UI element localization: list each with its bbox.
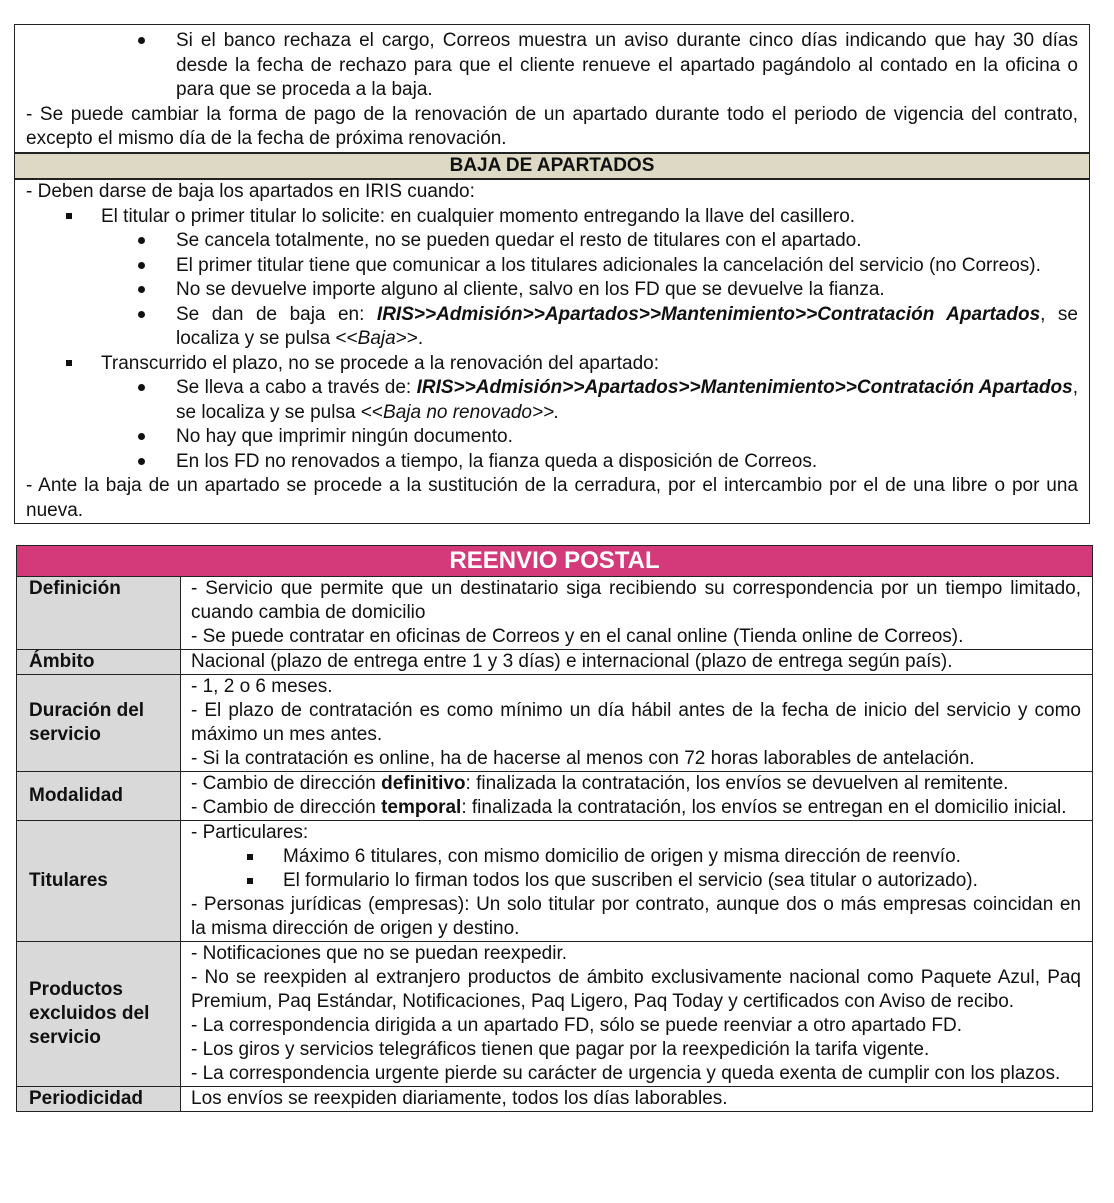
baja-closing: - Ante la baja de un apartado se procede a la sustitución de la cerradura, por el intercambio por el de una libre o por una nueva. — [26, 475, 1078, 521]
row-label: Definición — [17, 577, 181, 649]
square-bullet-icon — [66, 352, 72, 377]
bullet-icon — [138, 303, 145, 328]
section-title-reenvio: REENVIO POSTAL — [17, 546, 1092, 577]
bullet-icon — [138, 376, 145, 401]
row-label: Productos excluidos del servicio — [17, 942, 181, 1086]
square-bullet-icon — [247, 869, 253, 893]
list-item: El primer titular tiene que comunicar a los titulares adicionales la cancelación del servicio (no Correos). — [26, 254, 1078, 279]
table-row — [17, 650, 1092, 675]
iris-menu-path: IRIS>>Admisión>>Apartados>>Mantenimiento>>Contratación Apartados — [376, 303, 1041, 325]
baja-intro: - Deben darse de baja los apartados en IRIS cuando: — [26, 181, 475, 202]
row-label: Titulares — [17, 821, 181, 941]
square-bullet-icon — [66, 205, 72, 230]
table-row — [17, 772, 1092, 821]
row-label: Ámbito — [17, 650, 181, 674]
list-item: Se cancela totalmente, no se pueden quedar el resto de titulares con el apartado. — [26, 229, 1078, 254]
iris-menu-path: IRIS>>Admisión>>Apartados>>Mantenimiento>>Contratación Apartados — [416, 377, 1073, 398]
list-item: Se dan de baja en: IRIS>>Admisión>>Apartados>>Mantenimiento>>Contratación Apartados, se localiza y se pulsa <<Baja>>. — [26, 303, 1078, 352]
bullet-icon — [138, 425, 145, 450]
reenvio-postal-table — [16, 545, 1093, 1112]
list-item: El titular o primer titular lo solicite: en cualquier momento entregando la llave del casillero. — [26, 205, 1078, 230]
list-item: Si el banco rechaza el cargo, Correos muestra un aviso durante cinco días indicando que hay 30 días desde la fecha de rechazo para que el cliente renueve el apartado pagándolo al contado en la oficina o para que se proceda a la baja. — [26, 29, 1078, 103]
list-item: No se devuelve importe alguno al cliente, salvo en los FD que se devuelve la fianza. — [26, 278, 1078, 303]
list-item: Se lleva a cabo a través de: IRIS>>Admisión>>Apartados>>Mantenimiento>>Contratación Apartados, se localiza y se pulsa <<Baja no renovado>>. — [26, 376, 1078, 425]
row-value: - Particulares: Máximo 6 titulares, con mismo domicilio de origen y misma dirección de reenvío. El formulario lo firman todos los que suscriben el servicio (sea titular o autorizado). - Personas jurídicas (empresas): Un solo titular por contrato, aunque dos o más empresas coincidan en la misma dirección de origen y destino. — [191, 822, 1081, 939]
row-value: Nacional (plazo de entrega entre 1 y 3 días) e internacional (plazo de entrega según país). — [191, 651, 953, 672]
row-label: Periodicidad — [17, 1087, 181, 1111]
table-row — [17, 821, 1092, 942]
list-item: Transcurrido el plazo, no se procede a la renovación del apartado: — [26, 352, 1078, 377]
baja-button-ref: Baja — [357, 328, 396, 349]
row-value: - Servicio que permite que un destinatario siga recibiendo su correspondencia por un tiempo limitado, cuando cambia de domicilio - Se puede contratar en oficinas de Correos y en el canal online (Tienda online de Correos). — [191, 578, 1081, 647]
list-item: El formulario lo firman todos los que suscriben el servicio (sea titular o autorizado). — [191, 869, 1081, 893]
list-item: No hay que imprimir ningún documento. — [26, 425, 1078, 450]
section-title-baja: BAJA DE APARTADOS — [15, 153, 1089, 180]
bullet-icon — [138, 278, 145, 303]
row-label: Modalidad — [17, 772, 181, 820]
table-row — [17, 577, 1092, 650]
table-row — [17, 942, 1092, 1087]
table-row — [17, 1087, 1092, 1111]
bullet-icon — [138, 29, 145, 54]
row-label: Duración del servicio — [17, 675, 181, 771]
list-item: Máximo 6 titulares, con mismo domicilio de origen y misma dirección de reenvío. — [191, 845, 1081, 869]
renewal-section — [15, 25, 1089, 153]
list-item: En los FD no renovados a tiempo, la fianza queda a disposición de Correos. — [26, 450, 1078, 475]
baja-no-renovado-button-ref: Baja no renovado>>. — [383, 401, 560, 423]
bullet-icon — [138, 229, 145, 254]
row-value: Los envíos se reexpiden diariamente, todos los días laborables. — [191, 1088, 728, 1109]
table-row — [17, 675, 1092, 772]
row-value: - Notificaciones que no se puedan reexpedir. - No se reexpiden al extranjero productos de ámbito exclusivamente nacional como Paquete Azul, Paq Premium, Paq Estándar, Notificaciones, Paq Ligero, Paq Today y certificados con Aviso de recibo. - La correspondencia dirigida a un apartado FD, sólo se puede reenviar a otro apartado FD. - Los giros y servicios telegráficos tienen que pagar por la reexpedición la tarifa vigente. - La correspondencia urgente pierde su carácter de urgencia y queda exenta de cumplir con los plazos. — [191, 943, 1081, 1084]
bullet-icon — [138, 450, 145, 475]
bullet-icon — [138, 254, 145, 279]
apartados-table — [14, 24, 1090, 524]
row-value: - Cambio de dirección definitivo: finalizada la contratación, los envíos se devuelven al remitente. - Cambio de dirección temporal: finalizada la contratación, los envíos se entregan en el domicilio inicial. — [191, 773, 1067, 818]
square-bullet-icon — [247, 845, 253, 869]
baja-section — [15, 179, 1089, 523]
payment-change-text: - Se puede cambiar la forma de pago de la renovación de un apartado durante todo el periodo de vigencia del contrato, excepto el mismo día de la fecha de próxima renovación. — [26, 103, 1078, 149]
row-value: - 1, 2 o 6 meses. - El plazo de contratación es como mínimo un día hábil antes de la fecha de inicio del servicio y como máximo un mes antes. - Si la contratación es online, ha de hacerse al menos con 72 horas laborables de antelación. — [191, 676, 1081, 769]
